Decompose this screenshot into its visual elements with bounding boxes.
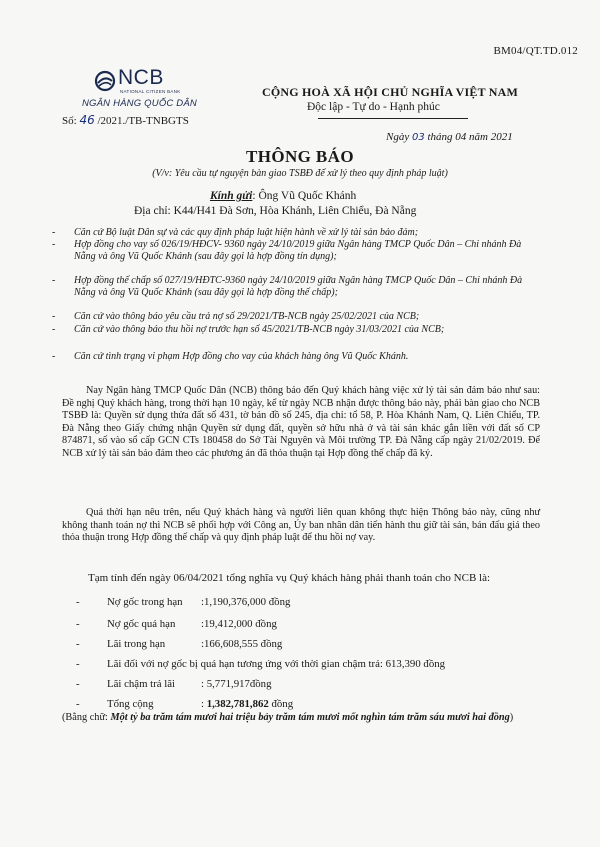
document-title: THÔNG BÁO — [246, 147, 354, 166]
basis-item: - Hợp đồng cho vay số 026/19/HĐCV- 9360 ngày 24/10/2019 giữa Ngân hàng TMCP Quốc Dân – Chi nhánh Đà Nẵng và ông Vũ Quốc Khánh (sau đây gọi là hợp đồng tín dụng); — [52, 239, 522, 262]
basis-item: - Căn cứ tình trạng vi phạm Hợp đồng cho vay của khách hàng ông Vũ Quốc Khánh. — [52, 351, 409, 362]
recipient-label: Kính gửi — [210, 190, 253, 202]
date-handwritten: 03 — [411, 132, 425, 143]
recipient-name: : Ông Vũ Quốc Khánh — [252, 190, 357, 202]
ncb-logo — [82, 66, 197, 116]
notice-document: BM04/QT.TD.012 NCB NATIONAL CITIZEN BANK NGÂN HÀNG QUỐC DÂN Số: 46 /2021./TB-TNBGTS CỘNG HOÀ XÃ HỘI CHỦ NGHĨA VIỆT NAM Độc lập - Tự do - Hạnh phúc Ngày 03 tháng 04 năm 2021 THÔNG BÁO (V/v: Yêu cầu tự nguyện bàn giao TSBĐ để xử lý theo quy định pháp luật) Kính gửi: Ông Vũ Quốc Khánh Địa chỉ: K44/H41 Đà Sơn, Hòa Khánh, Liên Chiểu, Đà Nẵng - Căn cứ Bộ luật Dân sự và các quy định pháp luật hiện hành về xử lý tài sản bảo đảm; - Hợp đồng cho vay số 026/19/HĐCV- 9360 ngày 24/10/2019 giữa Ngân hàng TMCP Quốc Dân – Chi nhánh Đà Nẵng và ông Vũ Quốc Khánh (sau đây gọi là hợp đồng tín dụng); - Hợp đồng thế chấp số 027/19/HĐTC-9360 ngày 24/10/2019 giữa Ngân hàng TMCP Quốc Dân – Chi nhánh Đà Nẵng và ông Vũ Quốc Khánh (sau đây gọi là hợp đồng thế chấp); - Căn cứ vào thông báo yêu cầu trả nợ số 29/2021/TB-NCB ngày 25/02/2021 của NCB; - Căn cứ vào thông báo thu hồi nợ trước hạn số 45/2021/TB-NCB ngày 31/03/2021 của NCB; - Căn cứ tình trạng vi phạm Hợp đồng cho vay của khách hàng ông Vũ Quốc Khánh. Nay Ngân hàng TMCP Quốc Dân (NCB) thông báo đến Quý khách hàng việc xử lý tài sản đảm bảo như sau: Đề nghị Quý khách hàng, trong thời hạn 10 ngày, kể từ ngày NCB nhận được thông báo này, phải bàn giao cho NCB TSBĐ là: Quyền sử dụng thửa đất số 431, tờ bản đồ số 245, địa chỉ: tổ 58, P. Hòa Khánh Nam, Q. Liên Chiểu, TP. Đà Nẵng theo Giấy chứng nhận Quyền sử dụng đất, quyền sở hữu nhà ở và tài sản khác gắn liền với đất số CP 874871, số vào sổ cấp GCN CTs 180458 do Sở Tài Nguyên và Môi trường TP. Đà Nẵng cấp ngày 21/02/2019. Để NCB xử lý tài sản bảo đảm theo các phương án đã thỏa thuận tại Hợp đồng thế chấp đã ký. Quá thời hạn nêu trên, nếu Quý khách hàng và người liên quan không thực hiện Thông báo này, cũng như không thanh toán nợ thì NCB sẽ phối hợp với Công an, Ủy ban nhân dân tiến hành thu giữ tài sản, bán đấu giá theo thỏa thuận trong Hợp đồng thế chấp và quy định pháp luật để thu hồi nợ vay. Tạm tính đến ngày 06/04/2021 tổng nghĩa vụ Quý khách hàng phải thanh toán cho NCB là: - Nợ gốc trong hạn :1,190,376,000 đồng - Nợ gốc quá hạn :19,412,000 đồng - Lãi trong hạn :166,608,555 đồng - Lãi đối với nợ gốc bị quá hạn tương ứng với thời gian chậm trả: 613,390 đồng - Lãi chậm trả lãi : 5,771,917đồng - Tổng cộng : 1,382,781,862 đồng (Bằng chữ: Một tỷ ba trăm tám mươi hai triệu bảy trăm tám mươi mốt nghìn tám trăm sáu mươi hai đồng) — [0, 0, 600, 847]
date-suffix: tháng 04 năm 2021 — [424, 131, 513, 143]
basis-item: - Căn cứ Bộ luật Dân sự và các quy định pháp luật hiện hành về xử lý tài sản bảo đảm; — [52, 227, 419, 238]
document-number — [62, 113, 189, 127]
motto-underline — [318, 118, 468, 119]
body-paragraph: Quá thời hạn nêu trên, nếu Quý khách hàng và người liên quan không thực hiện Thông báo này, cũng như không thanh toán nợ thì NCB sẽ phối hợp với Công an, Ủy ban nhân dân tiến hành thu giữ tài sản, bán đấu giá theo thỏa thuận trong Hợp đồng thế chấp và quy định pháp luật để thu hồi nợ vay. — [62, 507, 540, 544]
issue-date — [386, 131, 513, 143]
ncb-swirl-icon — [94, 70, 116, 92]
total-value: : 1,382,781,862 đồng — [201, 698, 294, 710]
recipient-address: Địa chỉ: K44/H41 Đà Sơn, Hòa Khánh, Liên Chiểu, Đà Nẵng — [134, 205, 417, 217]
motto: Độc lập - Tự do - Hạnh phúc — [307, 101, 440, 113]
recipient — [210, 190, 356, 202]
basis-item: - Hợp đồng thế chấp số 027/19/HĐTC-9360 ngày 24/10/2019 giữa Ngân hàng TMCP Quốc Dân – Chi nhánh Đà Nẵng và ông Vũ Quốc Khánh (sau đây gọi là hợp đồng thế chấp); — [52, 275, 523, 298]
doc-no-suffix: /2021./TB-TNBGTS — [94, 115, 189, 127]
summary-intro: Tạm tính đến ngày 06/04/2021 tổng nghĩa vụ Quý khách hàng phải thanh toán cho NCB là: — [88, 572, 491, 584]
doc-no-prefix: Số: — [62, 115, 80, 127]
logo-subtext: NATIONAL CITIZEN BANK — [120, 89, 181, 94]
amount-in-words: (Bằng chữ: Một tỷ ba trăm tám mươi hai triệu bảy trăm tám mươi mốt nghìn tám trăm sáu mươi hai đồng) — [62, 712, 514, 723]
basis-item: - Căn cứ vào thông báo yêu cầu trả nợ số 29/2021/TB-NCB ngày 25/02/2021 của NCB; — [52, 311, 420, 322]
doc-no-handwritten: 46 — [79, 113, 95, 127]
bank-name: NGÂN HÀNG QUỐC DÂN — [82, 98, 197, 109]
document-subject: (V/v: Yêu cầu tự nguyện bàn giao TSBĐ để xử lý theo quy định pháp luật) — [152, 168, 448, 179]
nation-heading: CỘNG HOÀ XÃ HỘI CHỦ NGHĨA VIỆT NAM — [262, 85, 519, 99]
basis-item: - Căn cứ vào thông báo thu hồi nợ trước hạn số 45/2021/TB-NCB ngày 31/03/2021 của NCB; — [52, 324, 445, 335]
logo-ncb-text: NCB — [118, 66, 164, 89]
form-code: BM04/QT.TD.012 — [493, 45, 578, 57]
date-prefix: Ngày — [386, 131, 412, 143]
body-paragraph: Nay Ngân hàng TMCP Quốc Dân (NCB) thông báo đến Quý khách hàng việc xử lý tài sản đảm bảo như sau: Đề nghị Quý khách hàng, trong thời hạn 10 ngày, kể từ ngày NCB nhận được thông báo này, phải bàn giao cho NCB TSBĐ là: Quyền sử dụng thửa đất số 431, tờ bản đồ số 245, địa chỉ: tổ 58, P. Hòa Khánh Nam, Q. Liên Chiểu, TP. Đà Nẵng theo Giấy chứng nhận Quyền sử dụng đất, quyền sở hữu nhà ở và tài sản khác gắn liền với đất số CP 874871, số vào sổ cấp GCN CTs 180458 do Sở Tài Nguyên và Môi trường TP. Đà Nẵng cấp ngày 21/02/2019. Để NCB xử lý tài sản bảo đảm theo các phương án đã thỏa thuận tại Hợp đồng thế chấp đã ký. — [62, 385, 540, 459]
